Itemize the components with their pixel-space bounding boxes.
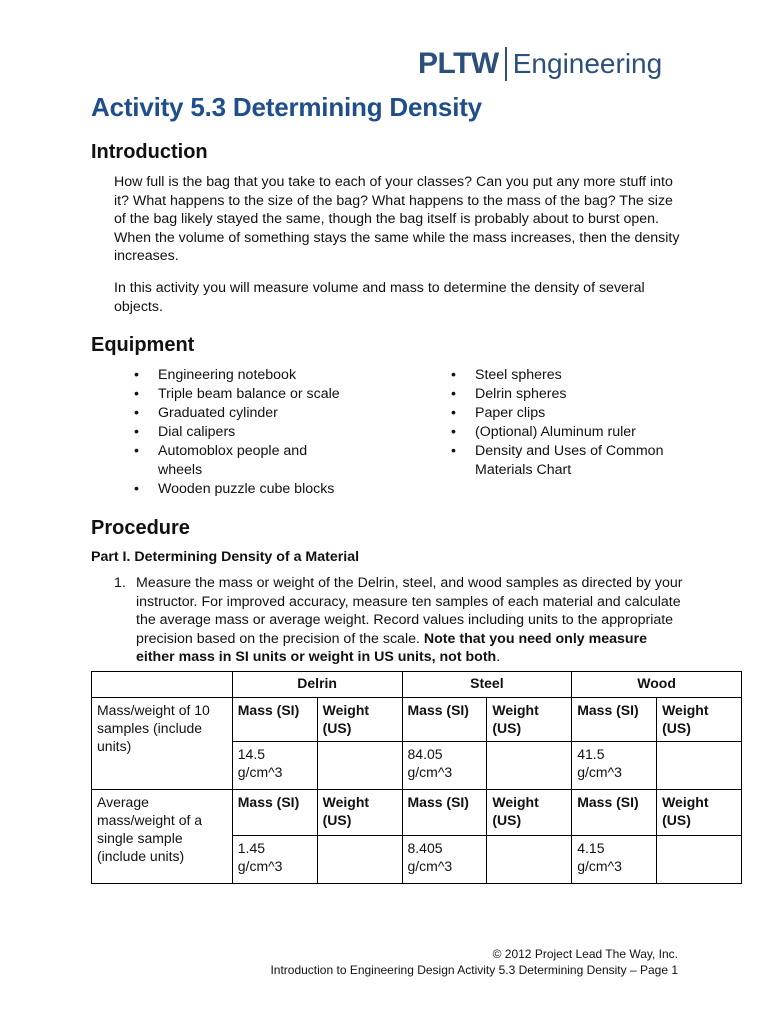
logo-brand: PLTW (418, 47, 499, 80)
equipment-heading: Equipment (91, 334, 195, 356)
delrin-weight-label: Weight (US) (317, 698, 402, 742)
footer-page-info: Introduction to Engineering Design Activity 5.3 Determining Density – Page 1 (270, 963, 678, 977)
step-note: Note that you need only measure either mass in SI units or weight in US units, not both (136, 630, 647, 665)
list-item: • Automoblox people and wheels (134, 442, 328, 479)
delrin-weight-label: Weight (US) (317, 790, 402, 836)
step-text (136, 574, 684, 667)
wood-mass-10-value: 41.5 g/cm^3 (572, 742, 657, 790)
logo-divider (505, 47, 507, 81)
wood-weight-10-value (657, 742, 742, 790)
list-item: • Triple beam balance or scale (134, 385, 374, 404)
column-header-steel: Steel (402, 672, 572, 698)
steel-mass-10-value: 84.05 g/cm^3 (402, 742, 487, 790)
introduction-heading: Introduction (91, 141, 208, 163)
delrin-mass-label: Mass (SI) (232, 698, 317, 742)
list-item: • Density and Uses of Common Materials Chart (451, 442, 685, 479)
equipment-list-left (134, 366, 374, 499)
introduction-paragraph-1: How full is the bag that you take to each of your classes? Can you put any more stuff into it? What happens to the size of the bag? What happens to the mass of the bag? The size of the bag likely stayed the same, though the bag itself is probably about to burst open. When the volume of something stays the same while the mass increases, then the density increases. (114, 174, 680, 264)
list-item: • (Optional) Aluminum ruler (451, 423, 701, 442)
steel-weight-10-value (487, 742, 572, 790)
procedure-step-1 (114, 574, 684, 667)
list-item: • Paper clips (451, 404, 701, 423)
column-header-delrin: Delrin (232, 672, 402, 698)
steel-mass-label: Mass (SI) (402, 790, 487, 836)
equipment-list-right (451, 366, 701, 480)
step-end: . (496, 649, 501, 665)
density-data-table (91, 671, 742, 884)
page-footer (270, 946, 678, 978)
row-label-10-samples: Mass/weight of 10 samples (include units) (92, 698, 233, 790)
row-label-single-sample: Average mass/weight of a single sample (include units) (92, 790, 233, 884)
empty-header-cell (92, 672, 233, 698)
wood-weight-label: Weight (US) (657, 698, 742, 742)
steel-mass-single-value: 8.405 g/cm^3 (402, 836, 487, 884)
delrin-mass-label: Mass (SI) (232, 790, 317, 836)
list-item: • Wooden puzzle cube blocks (134, 480, 374, 499)
wood-mass-single-value: 4.15 g/cm^3 (572, 836, 657, 884)
list-item: • Delrin spheres (451, 385, 701, 404)
logo-subtitle: Engineering (512, 48, 663, 79)
steel-weight-single-value (487, 836, 572, 884)
list-item: • Dial calipers (134, 423, 374, 442)
wood-mass-label: Mass (SI) (572, 790, 657, 836)
introduction-paragraph-2: In this activity you will measure volume and mass to determine the density of several objects. (114, 280, 645, 315)
delrin-weight-single-value (317, 836, 402, 884)
wood-weight-single-value (657, 836, 742, 884)
column-header-wood: Wood (572, 672, 742, 698)
list-item: • Graduated cylinder (134, 404, 374, 423)
list-item: • Steel spheres (451, 366, 701, 385)
wood-mass-label: Mass (SI) (572, 698, 657, 742)
list-item: • Engineering notebook (134, 366, 374, 385)
delrin-mass-single-value: 1.45 g/cm^3 (232, 836, 317, 884)
pltw-engineering-logo (418, 44, 662, 84)
step-number: 1. (114, 575, 126, 591)
page-title: Activity 5.3 Determining Density (91, 92, 482, 122)
steel-weight-label: Weight (US) (487, 698, 572, 742)
part-1-title: Part I. Determining Density of a Material (91, 549, 360, 565)
steel-weight-label: Weight (US) (487, 790, 572, 836)
wood-weight-label: Weight (US) (657, 790, 742, 836)
procedure-heading: Procedure (91, 517, 190, 539)
step-body: Measure the mass or weight of the Delrin, steel, and wood samples as directed by your instructor. For improved accuracy, measure ten samples of each material and calculate the average mass or average weight. Record values including units to the appropriate precision based on the precision of the scale. (136, 575, 683, 647)
footer-copyright: © 2012 Project Lead The Way, Inc. (492, 947, 678, 961)
delrin-mass-10-value: 14.5 g/cm^3 (232, 742, 317, 790)
delrin-weight-10-value (317, 742, 402, 790)
steel-mass-label: Mass (SI) (402, 698, 487, 742)
